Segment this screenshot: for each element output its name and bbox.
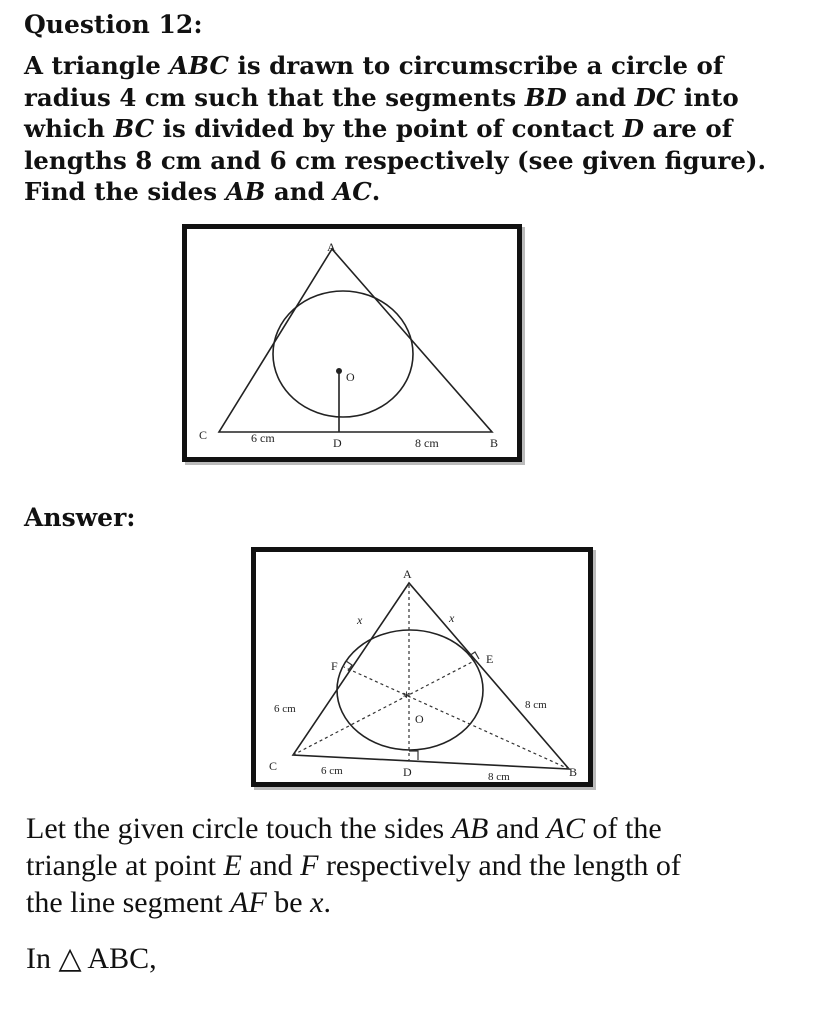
label-ae: x: [449, 611, 455, 625]
label-o: O: [346, 370, 355, 384]
label-d: D: [333, 436, 342, 450]
incircle: [273, 291, 413, 417]
triangle-abc: [293, 583, 569, 769]
question-line-5: Find the sides AB and AC.: [24, 177, 381, 206]
label-cf-length: 6 cm: [274, 703, 296, 715]
right-angle-d: [409, 751, 418, 760]
question-line-4: lengths 8 cm and 6 cm respectively (see given figure).: [24, 145, 767, 175]
label-o: O: [415, 712, 424, 726]
answer-figure: [251, 547, 593, 787]
incircle-construction-diagram: [256, 552, 588, 782]
label-f: F: [331, 659, 338, 673]
question-title: Question 12:: [24, 10, 203, 39]
question-line-3: which BC is divided by the point of contact D are of: [24, 114, 733, 143]
incircle: [337, 630, 483, 750]
in-triangle-line: In △ ABC,: [26, 942, 157, 975]
question-text: [24, 50, 824, 208]
label-af: x: [357, 613, 363, 627]
dashed-lines: [293, 585, 569, 769]
answer-line-3: the line segment AF be x.: [26, 886, 331, 919]
triangle-abc: [219, 249, 492, 432]
answer-text: [26, 810, 826, 921]
label-db-length: 8 cm: [415, 436, 439, 450]
label-db-length: 8 cm: [488, 771, 510, 782]
label-b: B: [490, 436, 499, 450]
question-figure: [182, 224, 522, 462]
label-c: C: [199, 428, 208, 442]
answer-line-1: Let the given circle touch the sides AB and AC of the: [26, 812, 662, 845]
answer-title: Answer:: [24, 503, 136, 532]
label-a: A: [403, 567, 412, 581]
label-e: E: [486, 652, 494, 666]
question-line-1: A triangle ABC is drawn to circumscribe a circle of: [24, 51, 724, 80]
label-d: D: [403, 765, 412, 779]
center-mark: *: [403, 690, 410, 706]
label-cd-length: 6 cm: [251, 431, 275, 445]
label-cd-length: 6 cm: [321, 765, 343, 777]
question-line-2: radius 4 cm such that the segments BD and DC into: [24, 82, 739, 112]
label-eb-length: 8 cm: [525, 699, 547, 711]
label-a: A: [327, 240, 336, 254]
incircle-triangle-diagram: [187, 229, 517, 457]
center-point: [336, 368, 342, 374]
label-b: B: [569, 765, 578, 779]
answer-line-2: triangle at point E and F respectively and the length of: [26, 849, 681, 882]
label-c: C: [269, 759, 278, 773]
line-bf: [344, 667, 569, 769]
